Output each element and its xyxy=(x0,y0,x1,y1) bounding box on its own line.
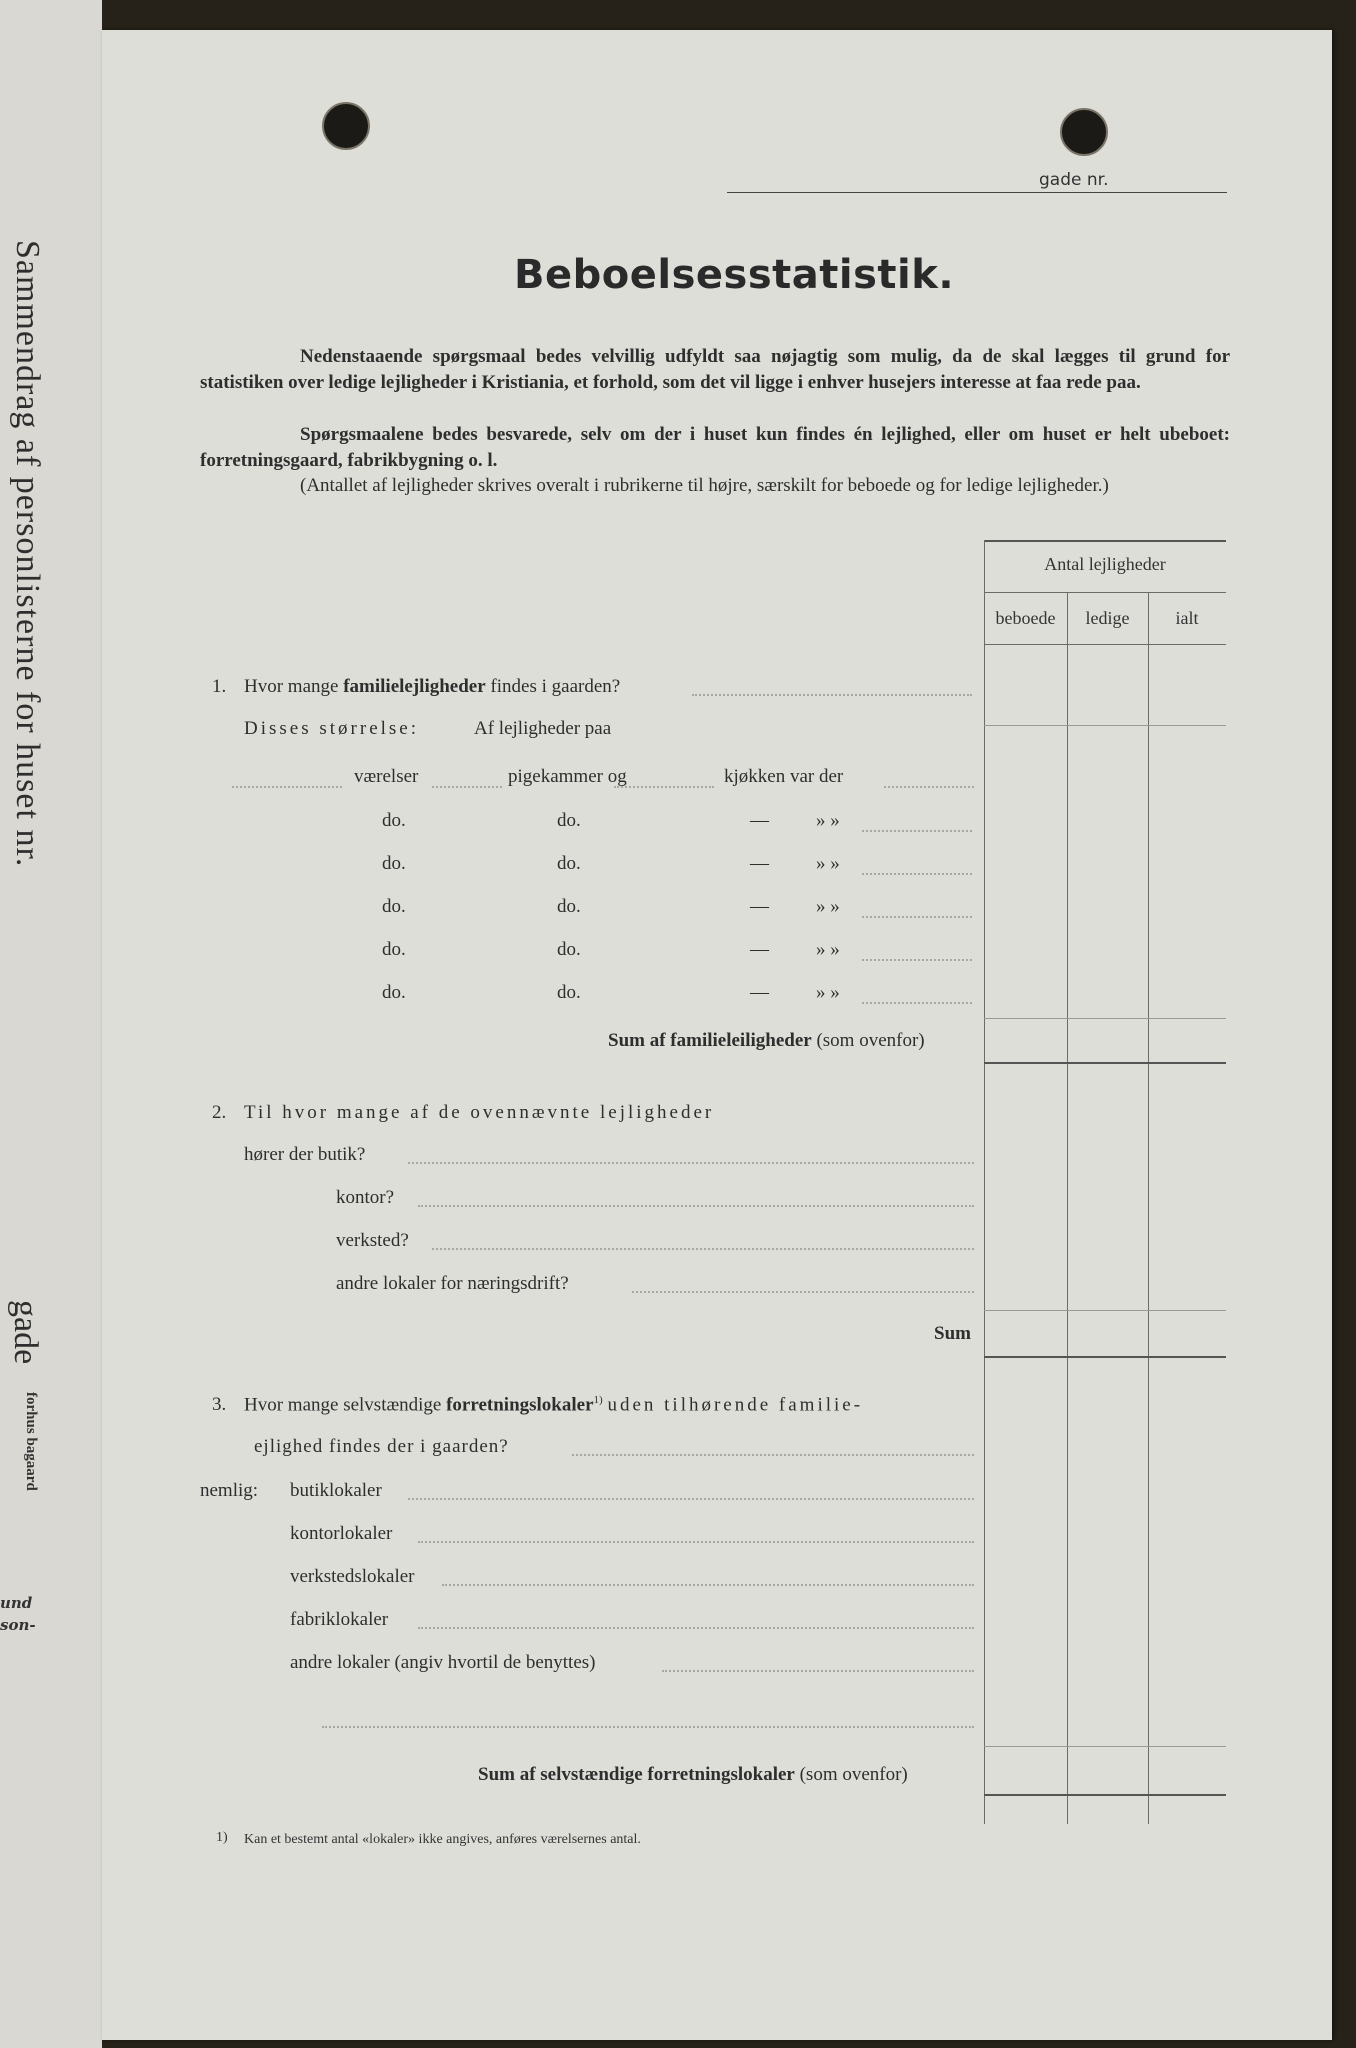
q3-kontorlokaler: kontorlokaler xyxy=(290,1523,393,1544)
q3-blank-line xyxy=(322,1726,974,1729)
q3-line2-leader xyxy=(572,1454,974,1457)
left-vertical-forhus: forhus bagaard xyxy=(23,1392,39,1491)
q1-number: 1. xyxy=(212,676,227,697)
section-3-rule xyxy=(984,1794,1226,1796)
q1-row4-do2: do. xyxy=(557,939,581,960)
q1-row5-dash: — xyxy=(750,982,769,1003)
table-col-divider-2 xyxy=(1148,592,1149,1824)
q1-col-vaerelser: værelser xyxy=(354,766,419,787)
row-rule-q1-sum xyxy=(984,1018,1226,1019)
section-2-rule xyxy=(984,1356,1226,1358)
q3-andre-leader xyxy=(662,1670,974,1673)
q1-row1-do2: do. xyxy=(557,810,581,831)
q1-row4-do1: do. xyxy=(382,939,406,960)
table-group-header: Antal lejligheder xyxy=(1044,554,1166,574)
intro-paragraph-1: Nedenstaaende spørgsmaal bedes velvillig udfyldt saa nøjagtig som mulig, da de skal lægges til grund for statistiken over ledige lejligheder i Kristiania, et forhold, som det vil ligge i enhver husejers interesse at faa rede paa. xyxy=(200,346,1230,393)
gade-nr-label: gade nr. xyxy=(1039,170,1109,190)
q2-sum-label: Sum xyxy=(934,1323,971,1344)
q3-butik-leader xyxy=(408,1498,974,1501)
q3-text-line2: ejlighed findes der i gaarden? xyxy=(254,1436,509,1457)
q1-row5-ditto: » » xyxy=(816,982,840,1003)
row-rule-q2-sum xyxy=(984,1310,1226,1311)
section-1-rule xyxy=(984,1062,1226,1064)
col-beboede-header: beboede xyxy=(995,608,1056,628)
q3-text-line1: Hvor mange selvstændige forretningslokaler$^{1)}$ uden tilhørende familie- xyxy=(244,1394,864,1416)
left-vertical-title: Sammendrag af personlisterne for huset nr. xyxy=(9,240,46,868)
footnote-text: Kan et bestemt antal «lokaler» ikke angives, anføres værelsernes antal. xyxy=(244,1832,641,1847)
left-handwriting-1: und xyxy=(0,1594,33,1612)
q1-row2-do1: do. xyxy=(382,853,406,874)
q2-kontor-leader xyxy=(418,1205,974,1208)
q1-row0-blank2 xyxy=(432,786,502,789)
q1-row5-do1: do. xyxy=(382,982,406,1003)
table-left-border xyxy=(984,540,985,1824)
q1-row1-leader xyxy=(862,830,972,833)
q1-row1-ditto: » » xyxy=(816,810,840,831)
q1-sum-label: Sum af familieleiligheder (som ovenfor) xyxy=(608,1030,925,1051)
q1-row5-do2: do. xyxy=(557,982,581,1003)
form-page xyxy=(102,30,1332,2040)
q3-nemlig: nemlig: xyxy=(200,1480,259,1501)
col-ledige-header: ledige xyxy=(1085,608,1130,628)
q2-number: 2. xyxy=(212,1102,227,1123)
punch-hole-left xyxy=(322,102,370,150)
q1-row4-dash: — xyxy=(750,939,769,960)
gade-nr-line xyxy=(727,192,1227,193)
left-handwriting-2: son- xyxy=(0,1616,36,1634)
q1-row3-leader xyxy=(862,916,972,919)
q1-row2-do2: do. xyxy=(557,853,581,874)
q2-butik: hører der butik? xyxy=(244,1144,366,1165)
q1-row0-leader xyxy=(884,786,974,789)
q1-row3-ditto: » » xyxy=(816,896,840,917)
left-page-edge xyxy=(0,0,102,2048)
page-title: Beboelsesstatistik. xyxy=(514,252,955,298)
punch-hole-right xyxy=(1060,108,1108,156)
row-rule-q1 xyxy=(984,725,1226,726)
q1-row2-dash: — xyxy=(750,853,769,874)
q3-number: 3. xyxy=(212,1394,227,1415)
footnote-mark: 1) xyxy=(216,1830,228,1845)
row-rule-q3-sum xyxy=(984,1746,1226,1747)
table-top-rule xyxy=(984,540,1226,542)
q1-row4-leader xyxy=(862,959,972,962)
q2-butik-leader xyxy=(408,1162,974,1165)
q3-verksted-leader xyxy=(442,1584,974,1587)
left-vertical-gade: gade xyxy=(7,1300,44,1365)
intro-paragraph-2: Spørgsmaalene bedes besvarede, selv om der i huset kun findes én lejlighed, eller om huset er helt ubeboet: forretningsgaard, fabrikbygning o. l. xyxy=(200,424,1230,471)
q2-kontor: kontor? xyxy=(336,1187,395,1208)
q1-text: Hvor mange familielejligheder findes i gaarden? xyxy=(244,676,621,697)
q2-verksted: verksted? xyxy=(336,1230,409,1251)
q1-row3-dash: — xyxy=(750,896,769,917)
q3-kontor-leader xyxy=(418,1541,974,1544)
q1-row5-leader xyxy=(862,1002,972,1005)
q3-andre-lokaler: andre lokaler (angiv hvortil de benyttes) xyxy=(290,1652,596,1673)
q1-row0-blank1 xyxy=(232,786,342,789)
q1-row1-do1: do. xyxy=(382,810,406,831)
q3-fabriklokaler: fabriklokaler xyxy=(290,1609,389,1630)
q1-row4-ditto: » » xyxy=(816,939,840,960)
q2-andre: andre lokaler for næringsdrift? xyxy=(336,1273,569,1294)
q2-text: Til hvor mange af de ovennævnte lejligheder xyxy=(244,1102,715,1123)
table-col-divider-1 xyxy=(1067,592,1068,1824)
intro-paragraph-3: (Antallet af lejligheder skrives overalt i rubrikerne til højre, særskilt for beboede og for ledige lejligheder.) xyxy=(300,475,1109,496)
q1-row0-blank3 xyxy=(614,786,714,789)
q1-row2-leader xyxy=(862,873,972,876)
q3-fabrik-leader xyxy=(418,1627,974,1630)
table-group-rule xyxy=(984,592,1226,593)
q1-col-pigekammer: pigekammer og xyxy=(508,766,627,787)
q3-verkstedslokaler: verkstedslokaler xyxy=(290,1566,415,1587)
q1-row3-do2: do. xyxy=(557,896,581,917)
q1-size-text: Af lejligheder paa xyxy=(474,718,612,739)
q1-row1-dash: — xyxy=(750,810,769,831)
table-header-rule xyxy=(984,644,1226,645)
col-ialt-header: ialt xyxy=(1175,608,1199,628)
q1-leader xyxy=(692,694,972,697)
q2-verksted-leader xyxy=(432,1248,974,1251)
q1-col-kjokken: kjøkken var der xyxy=(724,766,844,787)
q3-butiklokaler: butiklokaler xyxy=(290,1480,382,1501)
q1-row3-do1: do. xyxy=(382,896,406,917)
q1-size-label: Disses størrelse: xyxy=(244,718,420,739)
q3-sum-label: Sum af selvstændige forretningslokaler (som ovenfor) xyxy=(478,1764,908,1785)
q1-row2-ditto: » » xyxy=(816,853,840,874)
q2-andre-leader xyxy=(632,1291,974,1294)
